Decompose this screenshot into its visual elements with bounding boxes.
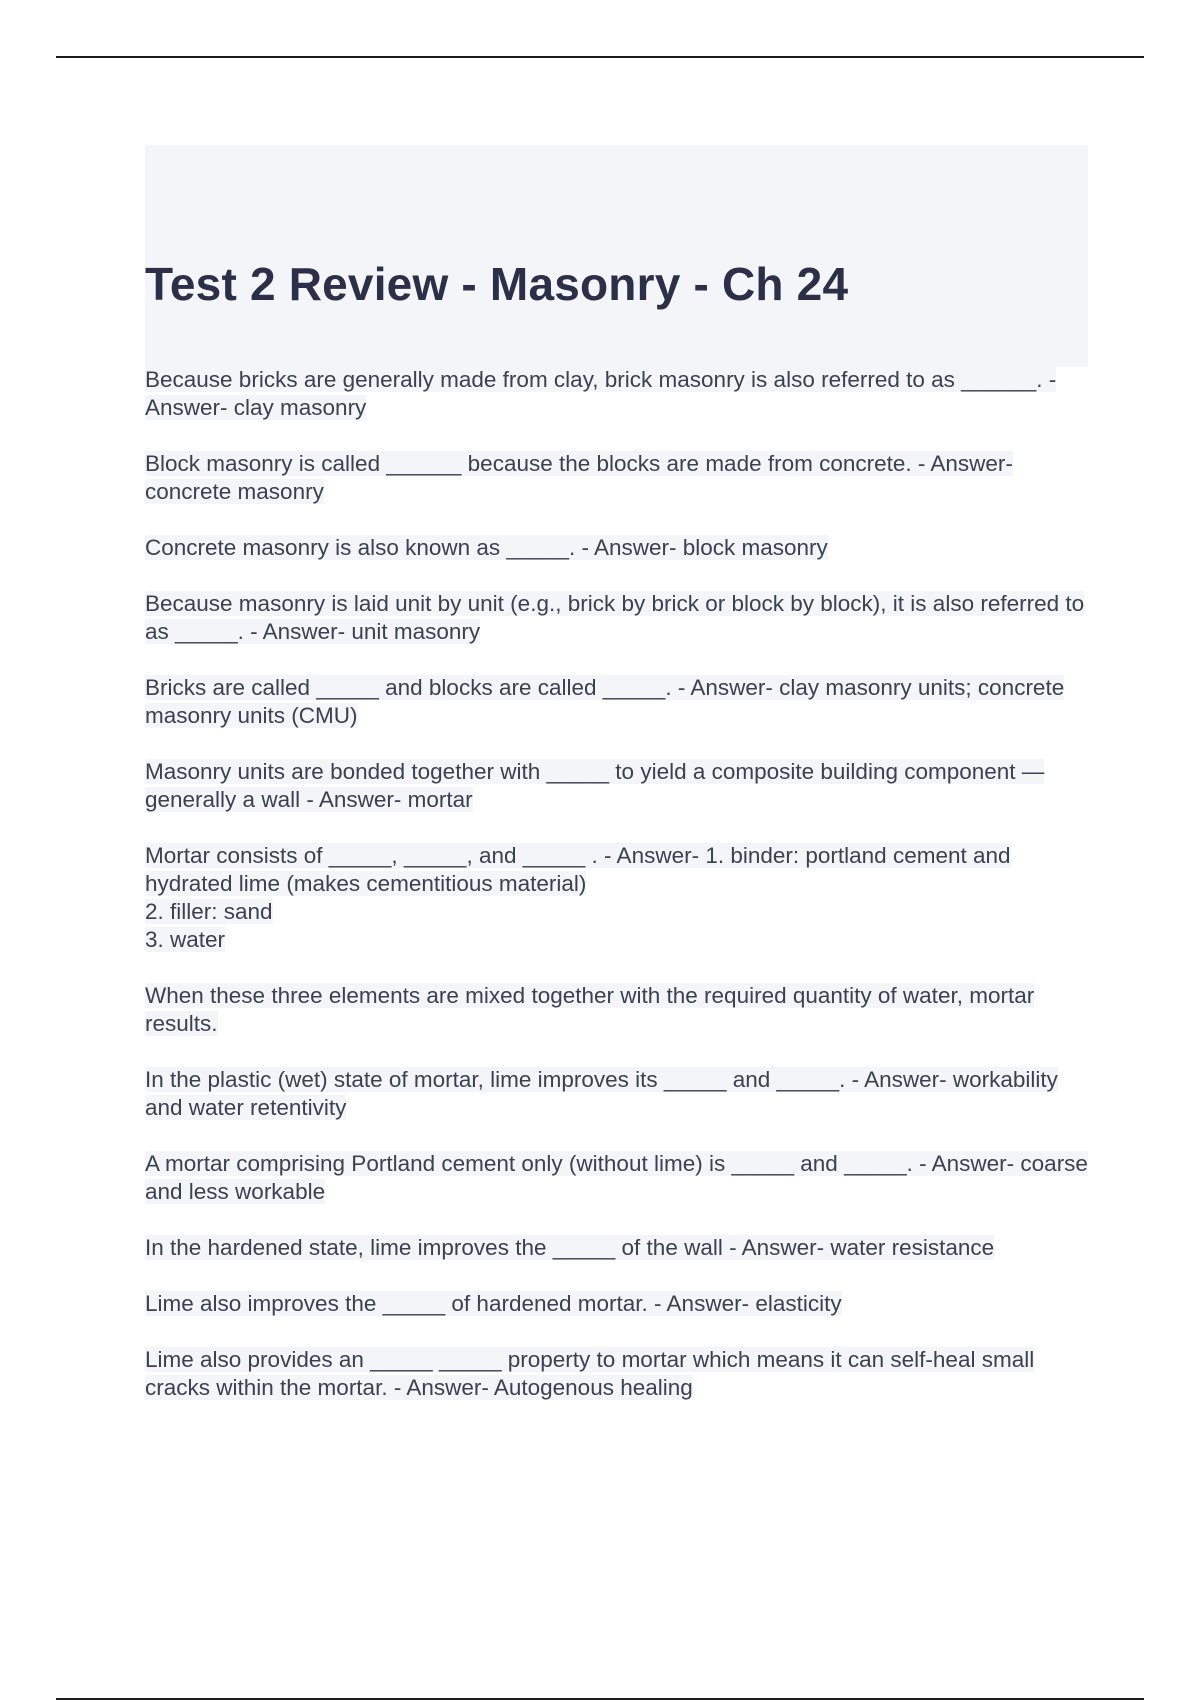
note-text: When these three elements are mixed together with the required quantity of water, mortar results.	[145, 983, 1035, 1036]
question-text: In the plastic (wet) state of mortar, lime improves its _____ and _____. - Answer- workability and water retentivity	[145, 1067, 1058, 1120]
list-item	[145, 982, 1088, 1038]
question-text: Block masonry is called ______ because the blocks are made from concrete. - Answer- concrete masonry	[145, 451, 1013, 504]
list-item	[145, 674, 1088, 730]
list-item	[145, 590, 1088, 646]
question-text: Lime also provides an _____ _____ property to mortar which means it can self-heal small cracks within the mortar. - Answer- Autogenous healing	[145, 1347, 1035, 1400]
question-text: Because bricks are generally made from clay, brick masonry is also referred to as ______. - Answer- clay masonry	[145, 367, 1057, 420]
question-text: Bricks are called _____ and blocks are called _____. - Answer- clay masonry units; concrete masonry units (CMU)	[145, 675, 1065, 728]
page-title: Test 2 Review - Masonry - Ch 24	[145, 258, 849, 310]
list-item	[145, 1346, 1088, 1402]
question-text: A mortar comprising Portland cement only (without lime) is _____ and _____. - Answer- coarse and less workable	[145, 1151, 1088, 1204]
list-item	[145, 842, 1088, 954]
question-text: Lime also improves the _____ of hardened mortar. - Answer- elasticity	[145, 1291, 842, 1316]
answer-line: 2. filler: sand	[145, 899, 273, 924]
list-item	[145, 450, 1088, 506]
question-text: Masonry units are bonded together with _____ to yield a composite building component —generally a wall - Answer- mortar	[145, 759, 1045, 812]
question-text: In the hardened state, lime improves the _____ of the wall - Answer- water resistance	[145, 1235, 995, 1260]
list-item	[145, 366, 1088, 422]
list-item	[145, 534, 1088, 562]
answer-line: 3. water	[145, 927, 226, 952]
top-rule	[56, 56, 1144, 58]
list-item	[145, 1290, 1088, 1318]
list-item	[145, 1150, 1088, 1206]
question-text: Mortar consists of _____, _____, and _____ . - Answer- 1. binder: portland cement and hydrated lime (makes cementitious material)	[145, 843, 1011, 896]
question-text: Concrete masonry is also known as _____. - Answer- block masonry	[145, 535, 828, 560]
list-item	[145, 1066, 1088, 1122]
list-item	[145, 758, 1088, 814]
question-list	[145, 366, 1088, 1430]
list-item	[145, 1234, 1088, 1262]
question-text: Because masonry is laid unit by unit (e.g., brick by brick or block by block), it is also referred to as _____. - Answer- unit masonry	[145, 591, 1085, 644]
